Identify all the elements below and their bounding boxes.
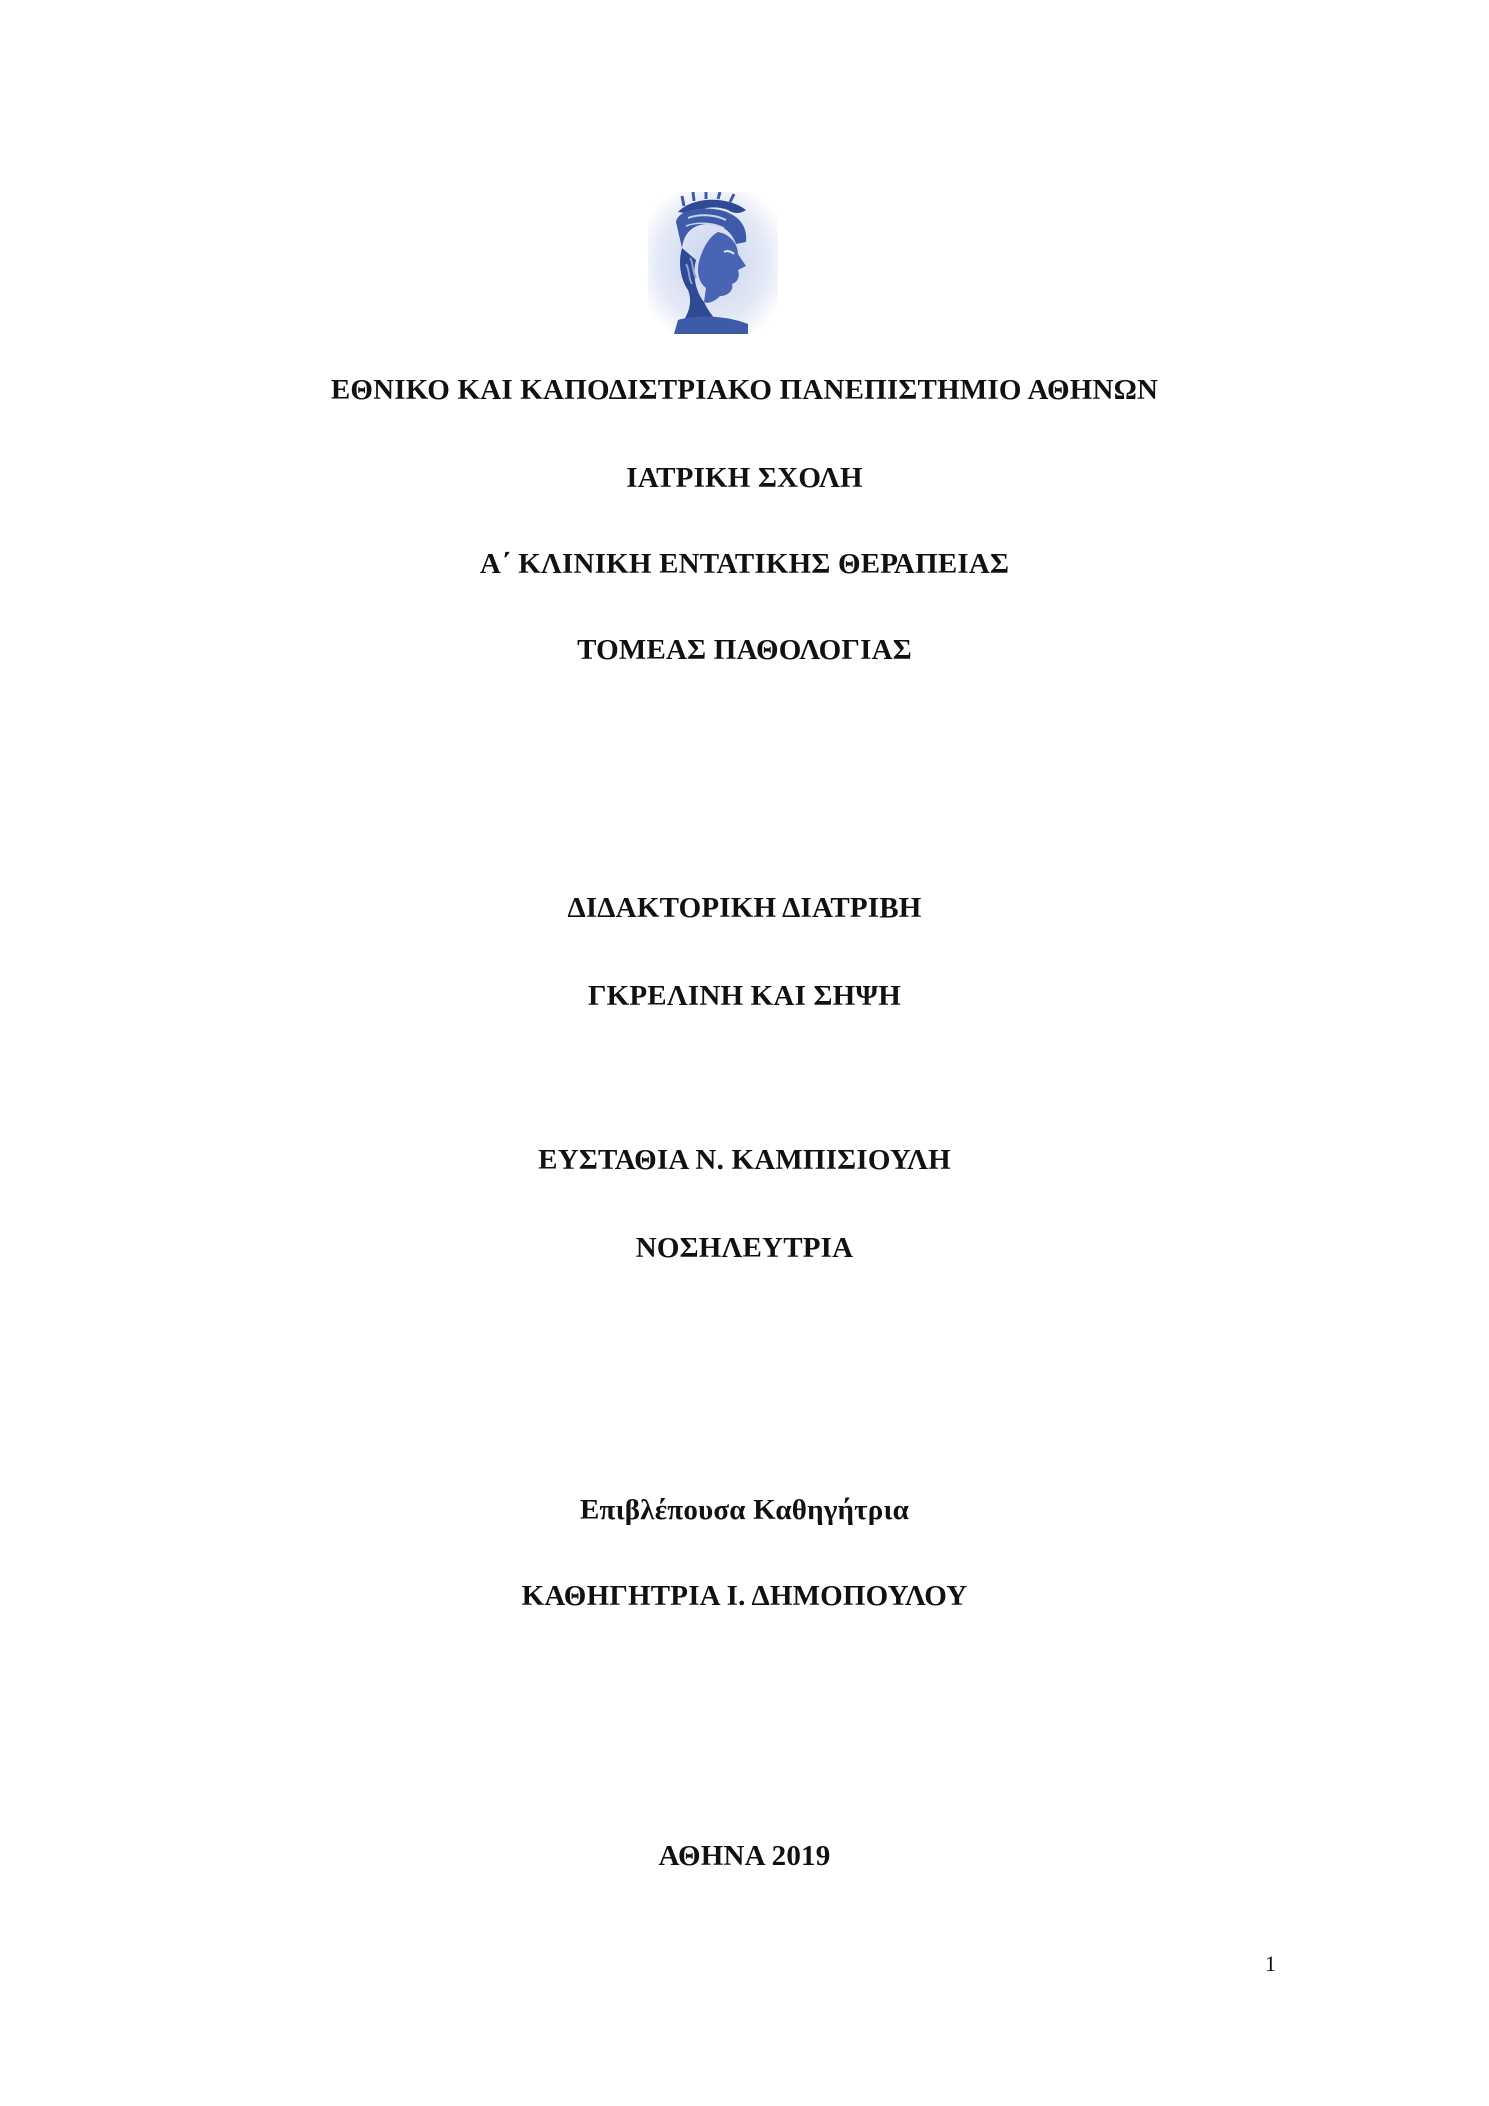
author-role: ΝΟΣΗΛΕΥΤΡΙΑ	[635, 1232, 854, 1264]
school-name: ΙΑΤΡΙΚΗ ΣΧΟΛΗ	[626, 462, 863, 494]
supervisor-name: ΚΑΘΗΓΗΤΡΙΑ Ι. ΔΗΜΟΠΟΥΛΟΥ	[521, 1580, 968, 1612]
place-year: ΑΘΗΝΑ 2019	[658, 1840, 831, 1872]
author-name: ΕΥΣΤΑΘΙΑ Ν. ΚΑΜΠΙΣΙΟΥΛΗ	[538, 1144, 951, 1176]
clinic-name: Α΄ ΚΛΙΝΙΚΗ ΕΝΤΑΤΙΚΗΣ ΘΕΡΑΠΕΙΑΣ	[479, 548, 1010, 580]
department-name: ΤΟΜΕΑΣ ΠΑΘΟΛΟΓΙΑΣ	[577, 634, 912, 666]
university-name: ΕΘΝΙΚΟ ΚΑΙ ΚΑΠΟΔΙΣΤΡΙΑΚΟ ΠΑΝΕΠΙΣΤΗΜΙΟ ΑΘΗΝΩΝ	[330, 374, 1159, 406]
thesis-title: ΓΚΡΕΛΙΝΗ ΚΑΙ ΣΗΨΗ	[587, 980, 901, 1012]
page-number: 1	[1265, 1951, 1276, 1976]
university-logo	[648, 192, 778, 334]
athena-head-seal-icon	[648, 192, 778, 334]
thesis-type: ΔΙΔΑΚΤΟΡΙΚΗ ΔΙΑΤΡΙΒΗ	[567, 892, 922, 924]
supervisor-label: Επιβλέπουσα Καθηγήτρια	[579, 1494, 910, 1526]
